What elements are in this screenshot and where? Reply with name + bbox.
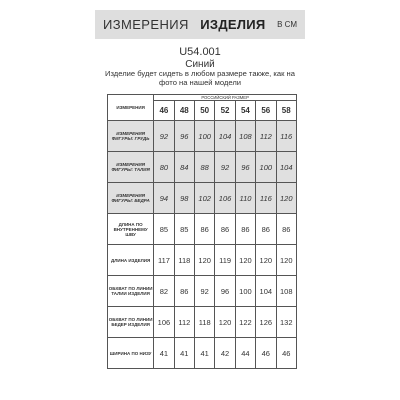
value-cell: 104: [215, 121, 235, 152]
row-label: ИЗМЕРЕНИЯ ФИГУРЫ: ГРУДЬ: [108, 121, 154, 152]
value-cell: 46: [256, 338, 276, 369]
value-cell: 98: [174, 183, 194, 214]
value-cell: 100: [235, 276, 255, 307]
value-cell: 118: [195, 307, 215, 338]
value-cell: 85: [174, 214, 194, 245]
table-row: [108, 121, 297, 152]
size-header-cell: 48: [174, 101, 194, 121]
value-cell: 120: [276, 245, 297, 276]
value-cell: 120: [195, 245, 215, 276]
value-cell: 86: [235, 214, 255, 245]
value-cell: 85: [154, 214, 174, 245]
value-cell: 126: [256, 307, 276, 338]
table-row: [108, 276, 297, 307]
value-cell: 41: [154, 338, 174, 369]
header-unit: В СМ: [277, 20, 297, 29]
value-cell: 120: [276, 183, 297, 214]
table-row: [108, 245, 297, 276]
table-row: [108, 214, 297, 245]
value-cell: 84: [174, 152, 194, 183]
value-cell: 102: [195, 183, 215, 214]
value-cell: 96: [174, 121, 194, 152]
size-header-cell: 58: [276, 101, 297, 121]
value-cell: 92: [215, 152, 235, 183]
row-label: ИЗМЕРЕНИЯ ФИГУРЫ: БЕДРА: [108, 183, 154, 214]
value-cell: 41: [174, 338, 194, 369]
value-cell: 104: [256, 276, 276, 307]
size-header-cell: 46: [154, 101, 174, 121]
header-title-bold: ИЗДЕЛИЯ: [200, 17, 266, 32]
table-row: [108, 183, 297, 214]
product-sku: U54.001: [179, 46, 221, 58]
value-cell: 110: [235, 183, 255, 214]
header-bar: [95, 10, 305, 39]
value-cell: 132: [276, 307, 297, 338]
value-cell: 92: [154, 121, 174, 152]
row-label: ДЛИНА ПО ВНУТРЕННЕМУ ШВУ: [108, 214, 154, 245]
row-label: ОБХВАТ ПО ЛИНИИ ТАЛИИ ИЗДЕЛИЯ: [108, 276, 154, 307]
value-cell: 100: [256, 152, 276, 183]
row-label: ИЗМЕРЕНИЯ ФИГУРЫ: ТАЛИЯ: [108, 152, 154, 183]
value-cell: 88: [195, 152, 215, 183]
value-cell: 119: [215, 245, 235, 276]
value-cell: 122: [235, 307, 255, 338]
row-label: ОБХВАТ ПО ЛИНИИ БЕДЕР ИЗДЕЛИЯ: [108, 307, 154, 338]
size-header-cell: 52: [215, 101, 235, 121]
value-cell: 117: [154, 245, 174, 276]
table-row: [108, 307, 297, 338]
value-cell: 104: [276, 152, 297, 183]
fit-note: Изделие будет сидеть в любом размере также, как на фото на нашей модели: [105, 69, 295, 87]
value-cell: 42: [215, 338, 235, 369]
value-cell: 41: [195, 338, 215, 369]
value-cell: 46: [276, 338, 297, 369]
value-cell: 120: [235, 245, 255, 276]
value-cell: 118: [174, 245, 194, 276]
value-cell: 86: [195, 214, 215, 245]
value-cell: 116: [276, 121, 297, 152]
value-cell: 86: [256, 214, 276, 245]
value-cell: 120: [215, 307, 235, 338]
value-cell: 108: [276, 276, 297, 307]
value-cell: 96: [215, 276, 235, 307]
value-cell: 116: [256, 183, 276, 214]
product-color: Синий: [185, 59, 215, 70]
value-cell: 106: [154, 307, 174, 338]
value-cell: 112: [256, 121, 276, 152]
value-cell: 86: [174, 276, 194, 307]
corner-label: ИЗМЕРЕНИЯ: [108, 95, 154, 121]
value-cell: 92: [195, 276, 215, 307]
header-title-left: ИЗМЕРЕНИЯ: [103, 17, 189, 32]
value-cell: 94: [154, 183, 174, 214]
value-cell: 106: [215, 183, 235, 214]
value-cell: 86: [215, 214, 235, 245]
size-group-header: РОССИЙСКИЙ РАЗМЕР: [154, 95, 297, 101]
value-cell: 82: [154, 276, 174, 307]
size-header-cell: 56: [256, 101, 276, 121]
value-cell: 108: [235, 121, 255, 152]
value-cell: 100: [195, 121, 215, 152]
value-cell: 44: [235, 338, 255, 369]
value-cell: 96: [235, 152, 255, 183]
row-label: ДЛИНА ИЗДЕЛИЯ: [108, 245, 154, 276]
table-row: [108, 338, 297, 369]
value-cell: 120: [256, 245, 276, 276]
size-table: [107, 94, 297, 369]
size-header-cell: 54: [235, 101, 255, 121]
size-header-cell: 50: [195, 101, 215, 121]
table-row: [108, 152, 297, 183]
value-cell: 80: [154, 152, 174, 183]
value-cell: 112: [174, 307, 194, 338]
value-cell: 86: [276, 214, 297, 245]
row-label: ШИРИНА ПО НИЗУ: [108, 338, 154, 369]
